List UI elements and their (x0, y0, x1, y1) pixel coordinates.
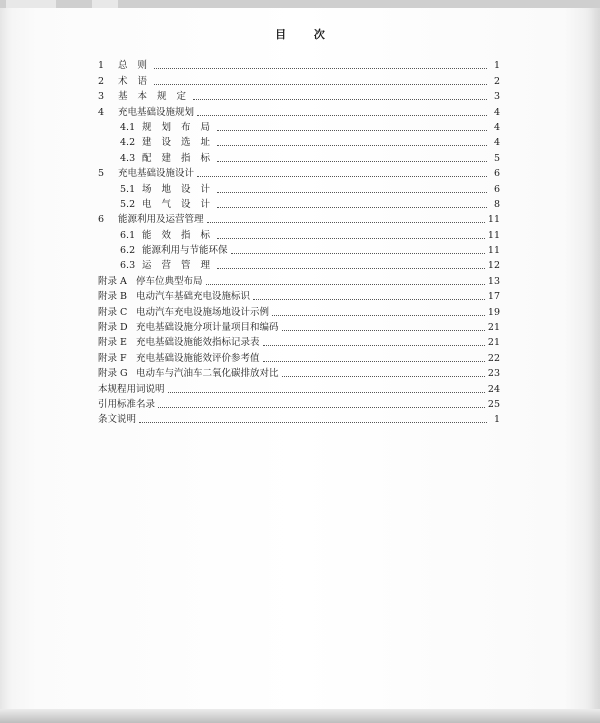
toc-entry-page: 6 (493, 168, 500, 180)
toc-entry-label: 能 效 指 标 (142, 229, 214, 241)
toc-entry-number: 5.2 (120, 198, 136, 210)
toc-entry-number: 附录 D (98, 322, 128, 334)
toc-entry-number: 5.1 (120, 183, 136, 195)
dot-leader (207, 221, 485, 223)
toc-entry-page: 2 (493, 75, 500, 87)
toc-entry-label: 能源利用及运营管理 (118, 214, 204, 226)
dot-leader (217, 191, 487, 193)
toc-entry[interactable] (98, 210, 500, 225)
toc-entry-label: 能源利用与节能环保 (142, 245, 228, 257)
toc-entry[interactable] (98, 271, 500, 286)
toc-entry[interactable] (98, 410, 500, 425)
toc-entry[interactable] (98, 179, 500, 194)
toc-entry[interactable] (98, 87, 500, 102)
toc-entry-number: 4 (98, 106, 105, 118)
toc-entry[interactable] (98, 195, 500, 210)
dot-leader (263, 344, 485, 346)
dot-leader (217, 160, 487, 162)
toc-entry-number: 附录 E (98, 337, 127, 349)
toc-entry[interactable] (98, 302, 500, 317)
toc-entry-label: 条文说明 (98, 414, 137, 426)
top-strip-block (92, 0, 118, 8)
toc-entry-number: 5 (98, 168, 105, 180)
toc-entry-page: 21 (487, 337, 500, 349)
toc-entry-page: 22 (487, 352, 500, 364)
toc-entry-page: 5 (493, 152, 500, 164)
toc-entry-page: 12 (487, 260, 500, 272)
toc-entry-label: 规 划 布 局 (142, 121, 214, 133)
toc-entry-label: 充电基础设施能效指标记录表 (136, 337, 260, 349)
dot-leader (197, 175, 487, 177)
toc-entry-number: 6 (98, 214, 105, 226)
toc-entry-page: 11 (487, 214, 500, 226)
toc-entry[interactable] (98, 287, 500, 302)
toc-entry-label: 引用标准名录 (98, 398, 156, 410)
dot-leader (282, 375, 485, 377)
toc-entry-number: 4.2 (120, 137, 136, 149)
toc-entry-label: 运 营 管 理 (142, 260, 214, 272)
toc-entry-number: 6.3 (120, 260, 136, 272)
dot-leader (193, 98, 487, 100)
dot-leader (282, 329, 485, 331)
toc-entry-page: 8 (493, 198, 500, 210)
bottom-margin-strip (0, 709, 600, 723)
toc-entry[interactable] (98, 225, 500, 240)
dot-leader (263, 360, 485, 362)
table-of-contents (98, 56, 500, 425)
toc-entry[interactable] (98, 348, 500, 363)
toc-entry-page: 23 (487, 368, 500, 380)
dot-leader (206, 283, 485, 285)
toc-entry-page: 24 (487, 383, 500, 395)
top-margin-strip (0, 0, 600, 8)
toc-entry-label: 术 语 (118, 75, 151, 87)
toc-entry-label: 充电基础设施规划 (118, 106, 195, 118)
toc-entry-label: 场 地 设 计 (142, 183, 214, 195)
toc-entry-number: 4.3 (120, 152, 136, 164)
toc-entry-label: 充电基础设施设计 (118, 168, 195, 180)
toc-entry[interactable] (98, 379, 500, 394)
toc-entry[interactable] (98, 256, 500, 271)
toc-entry[interactable] (98, 318, 500, 333)
toc-entry-label: 停车位典型布局 (136, 275, 203, 287)
toc-entry-page: 1 (493, 414, 500, 426)
toc-entry-page: 4 (493, 137, 500, 149)
toc-entry-label: 电动汽车充电设施场地设计示例 (136, 306, 270, 318)
toc-entry-page: 19 (487, 306, 500, 318)
toc-entry-number: 2 (98, 75, 105, 87)
toc-entry-page: 21 (487, 322, 500, 334)
toc-entry-page: 3 (493, 91, 500, 103)
toc-entry-label: 本规程用词说明 (98, 383, 165, 395)
toc-entry-label: 电动汽车基础充电设施标识 (136, 291, 251, 303)
toc-entry-number: 6.2 (120, 245, 136, 257)
toc-entry[interactable] (98, 333, 500, 348)
dot-leader (217, 237, 485, 239)
toc-entry[interactable] (98, 364, 500, 379)
dot-leader (154, 67, 487, 69)
toc-entry-label: 配 建 指 标 (142, 152, 214, 164)
dot-leader (154, 83, 487, 85)
toc-entry-number: 3 (98, 91, 105, 103)
toc-entry-label: 电 气 设 计 (142, 198, 214, 210)
toc-entry-page: 4 (493, 106, 500, 118)
top-strip-block (6, 0, 56, 8)
dot-leader (272, 314, 485, 316)
dot-leader (217, 267, 485, 269)
toc-entry-page: 6 (493, 183, 500, 195)
toc-entry-label: 电动车与汽油车二氧化碳排放对比 (136, 368, 279, 380)
toc-entry[interactable] (98, 102, 500, 117)
toc-entry-number: 4.1 (120, 121, 136, 133)
toc-entry-number: 附录 B (98, 291, 128, 303)
dot-leader (168, 391, 485, 393)
dot-leader (139, 421, 487, 423)
toc-entry-number: 6.1 (120, 229, 136, 241)
toc-entry-page: 25 (487, 398, 500, 410)
dot-leader (158, 406, 485, 408)
toc-entry-label: 建 设 选 址 (142, 137, 214, 149)
toc-entry-page: 13 (487, 275, 500, 287)
toc-entry-page: 17 (487, 291, 500, 303)
toc-entry[interactable] (98, 118, 500, 133)
toc-entry-number: 附录 A (98, 275, 127, 287)
dot-leader (217, 129, 487, 131)
toc-entry-label: 充电基础设施分项计量项目和编码 (136, 322, 279, 334)
toc-entry-label: 总 则 (118, 60, 151, 72)
toc-entry-page: 4 (493, 121, 500, 133)
dot-leader (217, 144, 487, 146)
toc-entry[interactable] (98, 148, 500, 163)
toc-entry-label: 充电基础设施能效评价参考值 (136, 352, 260, 364)
page-title: 目 次 (275, 28, 337, 41)
toc-entry-page: 1 (493, 60, 500, 72)
dot-leader (197, 114, 487, 116)
dot-leader (253, 298, 485, 300)
toc-entry-number: 1 (98, 60, 105, 72)
toc-entry[interactable] (98, 241, 500, 256)
toc-entry-number: 附录 G (98, 368, 128, 380)
toc-entry[interactable] (98, 71, 500, 86)
toc-entry[interactable] (98, 164, 500, 179)
toc-entry-label: 基 本 规 定 (118, 91, 190, 103)
toc-entry-page: 11 (487, 245, 500, 257)
dot-leader (217, 206, 487, 208)
toc-entry-number: 附录 C (98, 306, 128, 318)
toc-entry-number: 附录 F (98, 352, 127, 364)
dot-leader (231, 252, 485, 254)
toc-entry-page: 11 (487, 229, 500, 241)
toc-entry[interactable] (98, 56, 500, 71)
toc-entry[interactable] (98, 395, 500, 410)
toc-entry[interactable] (98, 133, 500, 148)
